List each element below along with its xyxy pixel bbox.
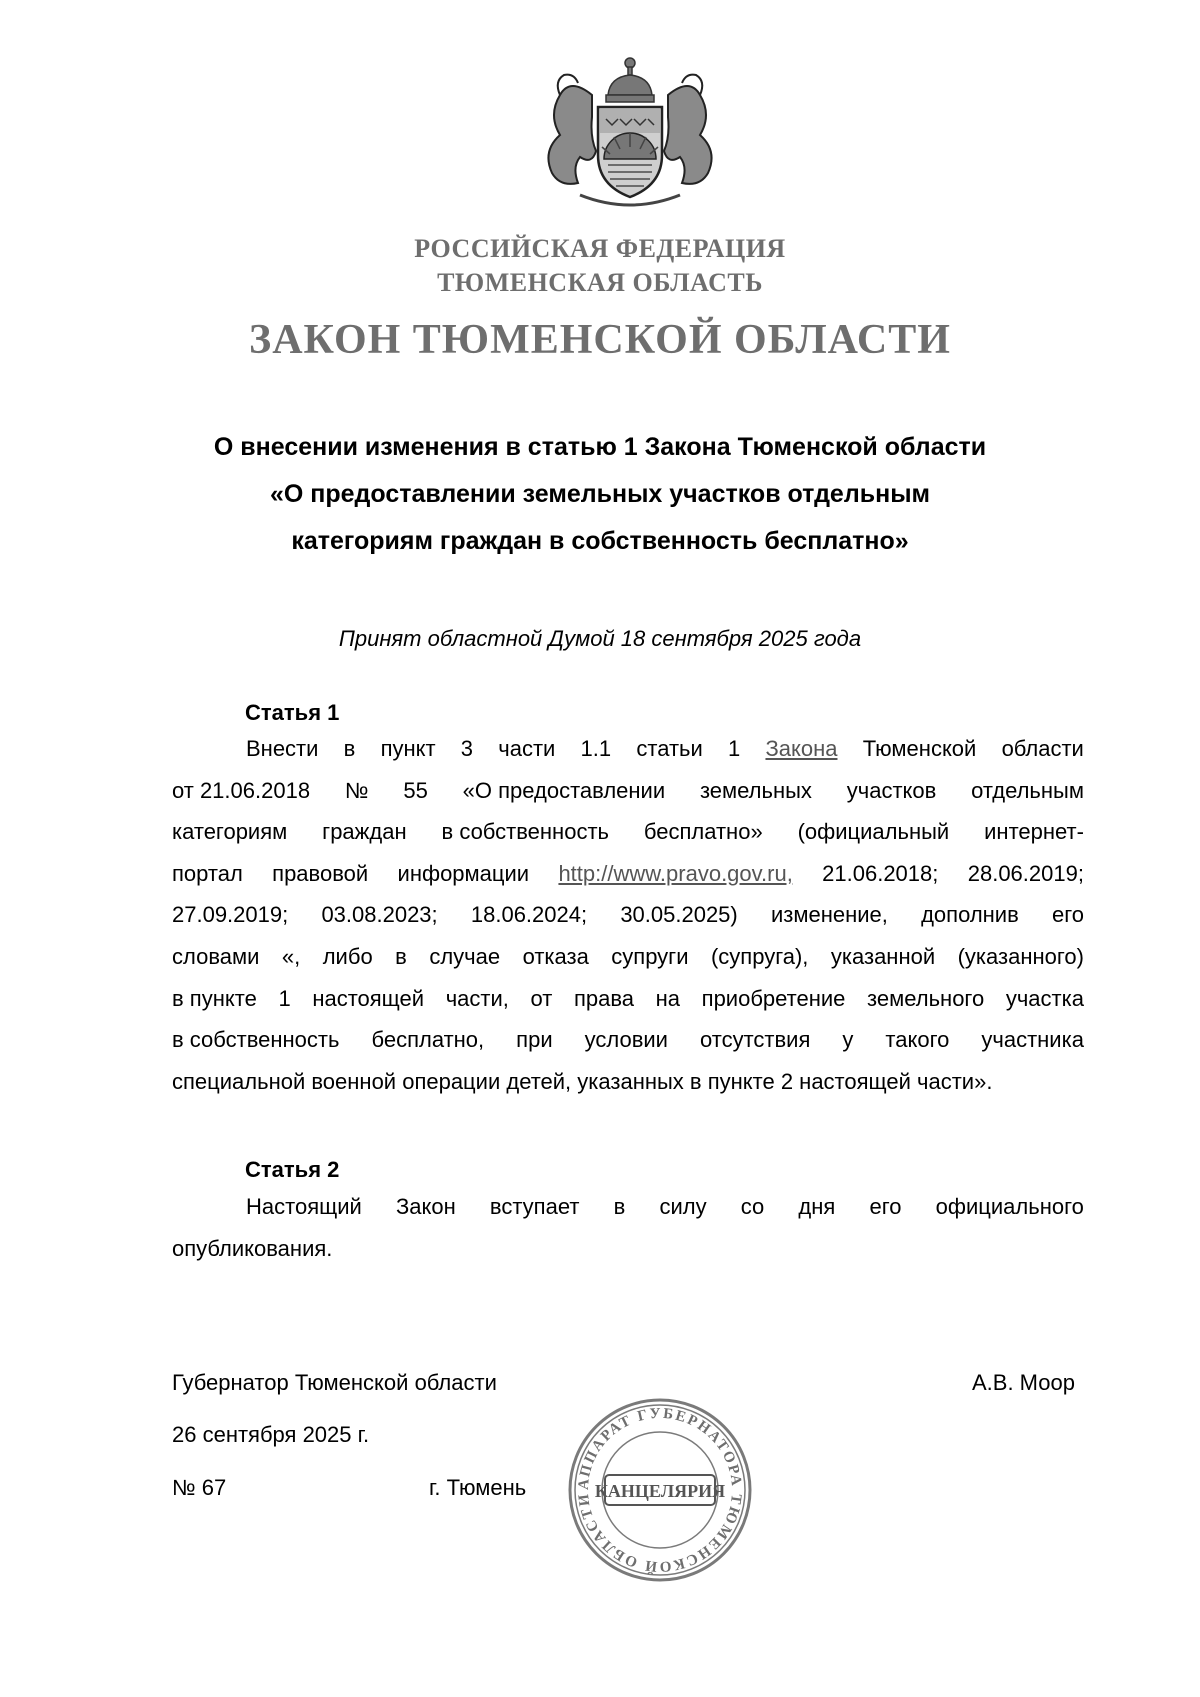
- law-reference-link[interactable]: Закона: [765, 736, 838, 761]
- pravo-gov-link[interactable]: http://www.pravo.gov.ru,: [558, 860, 793, 886]
- signing-date: 26 сентября 2025 г.: [172, 1422, 370, 1447]
- country-heading: РОССИЙСКАЯ ФЕДЕРАЦИЯ: [414, 234, 786, 263]
- article-2-text: [172, 1186, 1084, 1269]
- coat-of-arms-icon: [530, 55, 730, 215]
- official-seal-icon: [565, 1395, 755, 1585]
- seal-center-text: КАНЦЕЛЯРИЯ: [594, 1481, 726, 1501]
- text-line: 27.09.2019; 03.08.2023; 18.06.2024; 30.05.2025) изменение, дополнив его: [172, 902, 1084, 928]
- signing-city: г. Тюмень: [429, 1475, 527, 1500]
- text-line: словами «, либо в случае отказа супруги (супруга), указанной (указанного): [172, 943, 1084, 969]
- signatory-role: Губернатор Тюменской области: [172, 1370, 497, 1395]
- signatory-name: А.В. Моор: [972, 1370, 1075, 1395]
- region-heading: ТЮМЕНСКАЯ ОБЛАСТЬ: [437, 268, 763, 297]
- text-line: от 21.06.2018 № 55 «О предоставлении земельных участков отдельным: [172, 777, 1084, 803]
- article-1-heading: Статья 1: [245, 700, 340, 725]
- text-line: специальной военной операции детей, указанных в пункте 2 настоящей части».: [172, 1068, 993, 1094]
- article-1-text: [172, 728, 1084, 1102]
- text-line: в пункте 1 настоящей части, от права на приобретение земельного участка: [172, 985, 1084, 1011]
- article-2-heading: Статья 2: [245, 1157, 340, 1182]
- law-title-line: О внесении изменения в статью 1 Закона Тюменской области: [213, 433, 987, 461]
- text-line: категориям граждан в собственность бесплатно» (официальный интернет-: [172, 819, 1084, 845]
- law-title-line: «О предоставлении земельных участков отдельным: [269, 480, 931, 508]
- text-line: в собственность бесплатно, при условии отсутствия у такого участника: [172, 1027, 1084, 1053]
- document-type-heading: ЗАКОН ТЮМЕНСКОЙ ОБЛАСТИ: [249, 317, 951, 363]
- text-line: портал правовой информации http://www.pravo.gov.ru, 21.06.2018; 28.06.2019;: [172, 853, 1084, 895]
- text-line: опубликования.: [172, 1235, 333, 1261]
- adoption-note: Принят областной Думой 18 сентября 2025 года: [338, 626, 862, 651]
- text-line: Внести в пункт 3 части 1.1 статьи 1 Закона Тюменской области: [172, 728, 1084, 770]
- text-line: Настоящий Закон вступает в силу со дня его официального: [246, 1194, 1084, 1219]
- law-title: [150, 424, 1050, 565]
- seal-ring-text: АППАРАТ ГУБЕРНАТОРА ТЮМЕНСКОЙ ОБЛАСТИ: [575, 1405, 745, 1575]
- law-number: № 67: [172, 1475, 227, 1500]
- law-title-line: категориям граждан в собственность бесплатно»: [291, 527, 909, 555]
